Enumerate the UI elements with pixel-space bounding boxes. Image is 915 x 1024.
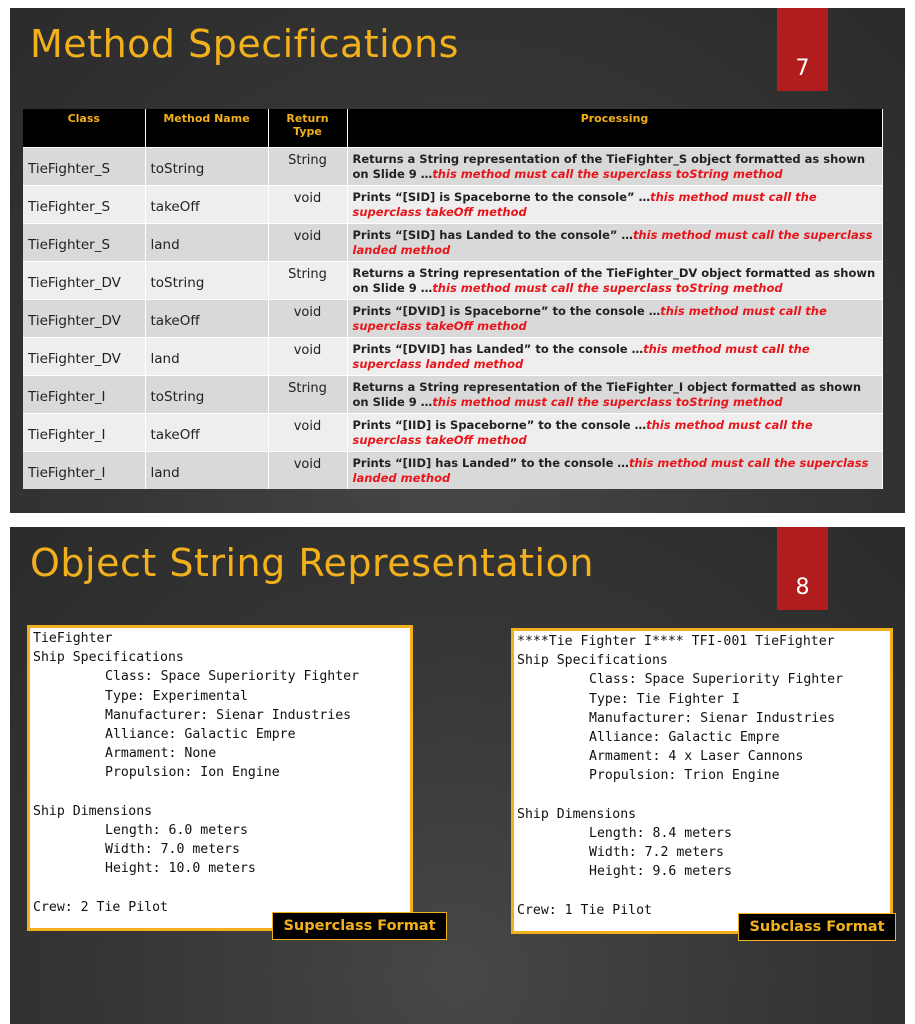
cell-class: TieFighter_DV xyxy=(23,261,145,299)
slide-title: Object String Representation xyxy=(30,541,594,585)
superclass-format-label: Superclass Format xyxy=(272,912,447,940)
processing-text: Prints “[DVID] has Landed” to the console … xyxy=(352,341,644,356)
processing-note: this method must call the superclass landed method xyxy=(352,455,869,485)
method-spec-table-container xyxy=(23,109,882,489)
processing-note: this method must call the superclass takeOff method xyxy=(352,303,827,333)
output-line: Propulsion: Ion Engine xyxy=(105,765,280,781)
output-line xyxy=(517,786,887,805)
cell-class: TieFighter_S xyxy=(23,223,145,261)
cell-return-type: void xyxy=(268,299,347,337)
cell-return-type: String xyxy=(268,147,347,185)
output-line: Crew: 2 Tie Pilot xyxy=(33,899,168,915)
slide-number: 7 xyxy=(777,8,828,91)
processing-note: this method must call the superclass toString method xyxy=(432,166,783,181)
output-line: Ship Dimensions xyxy=(33,803,153,819)
cell-class: TieFighter_DV xyxy=(23,299,145,337)
slide-number: 8 xyxy=(777,527,828,610)
processing-text: Prints “[SID] has Landed to the console” … xyxy=(352,227,633,242)
cell-class: TieFighter_S xyxy=(23,147,145,185)
table-row xyxy=(23,413,882,451)
table-row xyxy=(23,223,882,261)
header-return-type: Return Type xyxy=(268,109,347,147)
cell-processing xyxy=(347,185,882,223)
cell-processing xyxy=(347,413,882,451)
output-line: Armament: 4 x Laser Cannons xyxy=(589,749,804,765)
output-line: Manufacturer: Sienar Industries xyxy=(589,710,836,726)
cell-return-type: void xyxy=(268,451,347,489)
table-row xyxy=(23,451,882,489)
header-class: Class xyxy=(23,109,145,147)
output-line: Manufacturer: Sienar Industries xyxy=(105,707,352,723)
table-row xyxy=(23,375,882,413)
cell-return-type: void xyxy=(268,223,347,261)
output-line: Armament: None xyxy=(105,746,217,762)
processing-text: Returns a String representation of the TieFighter_S object formatted as shown on Slide 9 … xyxy=(352,151,866,181)
cell-method-name: takeOff xyxy=(145,185,268,223)
output-line xyxy=(33,878,407,897)
output-line: Alliance: Galactic Empre xyxy=(589,729,780,745)
output-line: Ship Specifications xyxy=(33,650,184,666)
cell-return-type: String xyxy=(268,261,347,299)
output-line: Ship Dimensions xyxy=(517,806,637,822)
cell-method-name: toString xyxy=(145,147,268,185)
output-line: ****Tie Fighter I**** TFI-001 TieFighter xyxy=(517,634,835,649)
cell-processing xyxy=(347,223,882,261)
cell-return-type: String xyxy=(268,375,347,413)
superclass-format-output xyxy=(27,625,413,931)
slide-method-specifications xyxy=(10,8,905,513)
output-line: Class: Space Superiority Fighter xyxy=(105,669,360,685)
processing-text: Returns a String representation of the TieFighter_I object formatted as shown on Slide 9 … xyxy=(352,379,862,409)
method-spec-table xyxy=(23,109,883,489)
output-line xyxy=(517,881,887,900)
table-row xyxy=(23,185,882,223)
output-line: Width: 7.2 meters xyxy=(589,845,724,861)
cell-return-type: void xyxy=(268,337,347,375)
processing-note: this method must call the superclass takeOff method xyxy=(352,189,817,219)
output-line: Class: Space Superiority Fighter xyxy=(589,672,844,688)
header-method-name: Method Name xyxy=(145,109,268,147)
output-line: Width: 7.0 meters xyxy=(105,842,240,858)
cell-method-name: land xyxy=(145,337,268,375)
processing-text: Prints “[SID] is Spaceborne to the console” … xyxy=(352,189,651,204)
cell-processing xyxy=(347,451,882,489)
cell-method-name: toString xyxy=(145,375,268,413)
output-line xyxy=(33,783,407,802)
table-row xyxy=(23,147,882,185)
output-line: Propulsion: Trion Engine xyxy=(589,768,780,784)
output-line: Crew: 1 Tie Pilot xyxy=(517,902,652,918)
processing-text: Prints “[IID] is Spaceborne” to the console … xyxy=(352,417,647,432)
cell-processing xyxy=(347,261,882,299)
output-line: Height: 9.6 meters xyxy=(589,864,732,880)
processing-text: Prints “[IID] has Landed” to the console … xyxy=(352,455,629,470)
processing-note: this method must call the superclass landed method xyxy=(352,227,873,257)
table-header-row xyxy=(23,109,882,147)
subclass-format-output xyxy=(511,628,893,934)
cell-return-type: void xyxy=(268,413,347,451)
header-processing: Processing xyxy=(347,109,882,147)
output-line: Ship Specifications xyxy=(517,653,668,669)
cell-method-name: land xyxy=(145,451,268,489)
output-line: Length: 8.4 meters xyxy=(589,825,732,841)
cell-class: TieFighter_S xyxy=(23,185,145,223)
cell-class: TieFighter_DV xyxy=(23,337,145,375)
processing-note: this method must call the superclass toString method xyxy=(432,280,783,295)
cell-processing xyxy=(347,337,882,375)
cell-class: TieFighter_I xyxy=(23,451,145,489)
processing-note: this method must call the superclass toString method xyxy=(432,394,783,409)
output-line: TieFighter xyxy=(33,631,113,646)
cell-method-name: takeOff xyxy=(145,299,268,337)
cell-processing xyxy=(347,375,882,413)
processing-note: this method must call the superclass landed method xyxy=(352,341,810,371)
cell-method-name: toString xyxy=(145,261,268,299)
output-line: Type: Experimental xyxy=(105,688,248,704)
cell-class: TieFighter_I xyxy=(23,375,145,413)
processing-note: this method must call the superclass takeOff method xyxy=(352,417,813,447)
cell-processing xyxy=(347,299,882,337)
cell-return-type: void xyxy=(268,185,347,223)
cell-processing xyxy=(347,147,882,185)
processing-text: Returns a String representation of the TieFighter_DV object formatted as shown on Slide 9 … xyxy=(352,265,876,295)
table-row xyxy=(23,261,882,299)
table-row xyxy=(23,337,882,375)
output-line: Height: 10.0 meters xyxy=(105,861,256,877)
cell-class: TieFighter_I xyxy=(23,413,145,451)
slide-title: Method Specifications xyxy=(30,22,459,66)
processing-text: Prints “[DVID] is Spaceborne” to the console … xyxy=(352,303,661,318)
output-line: Alliance: Galactic Empre xyxy=(105,726,296,742)
table-row xyxy=(23,299,882,337)
slide-object-string-representation xyxy=(10,527,905,1024)
cell-method-name: land xyxy=(145,223,268,261)
subclass-format-label: Subclass Format xyxy=(738,913,896,941)
output-line: Length: 6.0 meters xyxy=(105,822,248,838)
cell-method-name: takeOff xyxy=(145,413,268,451)
output-line: Type: Tie Fighter I xyxy=(589,691,740,707)
